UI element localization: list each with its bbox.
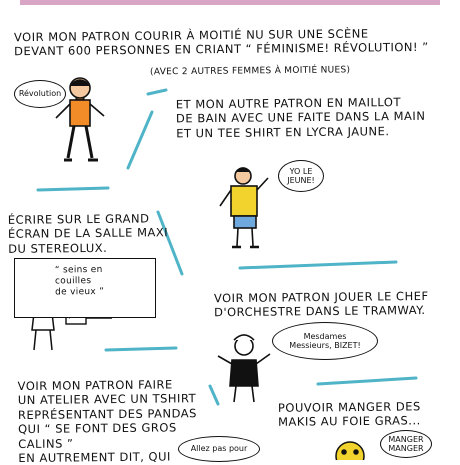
panel-1-subtext: (AVEC 2 AUTRES FEMMES À MOITIÉ NUES) [149, 65, 351, 78]
projector-screen [14, 258, 156, 318]
conductor-figure [218, 335, 270, 402]
panda-face [336, 442, 364, 460]
divider-5 [240, 262, 396, 268]
panel-2-bubble: YO LE JEUNE! [278, 160, 324, 192]
boss-figure-2 [220, 168, 268, 247]
panel-6-bubble: MANGER MANGER [380, 430, 432, 458]
panel-5-text: VOIR MON PATRON FAIRE UN ATELIER AVEC UN TSHIRT REPRÉSENTANT DES PANDAS QUI “ SE FONT DES GROS CALINS ” EN AUTREMENT DIT, QUI [17, 377, 197, 465]
divider-2 [128, 112, 152, 168]
panel-5-bubble: Allez pas pour [178, 436, 260, 462]
panel-3-text: ÉCRIRE SUR LE GRAND ÉCRAN DE LA SALLE MAXI DU STEREOLUX. [7, 211, 169, 256]
divider-1 [148, 90, 166, 94]
screen-text: “ seins en couilles de vieux ” [54, 264, 105, 298]
divider-3 [38, 188, 108, 190]
divider-8 [318, 378, 416, 384]
panel-4-bubble: Mesdames Messieurs, BIZET! [272, 322, 378, 360]
panel-1-bubble: Révolution [14, 80, 66, 108]
panel-1-text: VOIR MON PATRON COURIR À MOITIÉ NU SUR UNE SCÈNE DEVANT 600 PERSONNES EN CRIANT “ FÉMINISME! RÉVOLUTION! ” [13, 26, 429, 59]
top-bar [20, 0, 440, 5]
panel-4-text: VOIR MON PATRON JOUER LE CHEF D'ORCHESTRE DANS LE TRAMWAY. [213, 288, 429, 320]
panel-6-text: POUVOIR MANGER DES MAKIS AU FOIE GRAS... [277, 399, 421, 430]
divider-6 [106, 348, 176, 350]
panel-2-text: ET MON AUTRE PATRON EN MAILLOT DE BAIN AVEC UNE FAITE DANS LA MAIN ET UN TEE SHIRT EN LYCRA JAUNE. [175, 95, 426, 141]
